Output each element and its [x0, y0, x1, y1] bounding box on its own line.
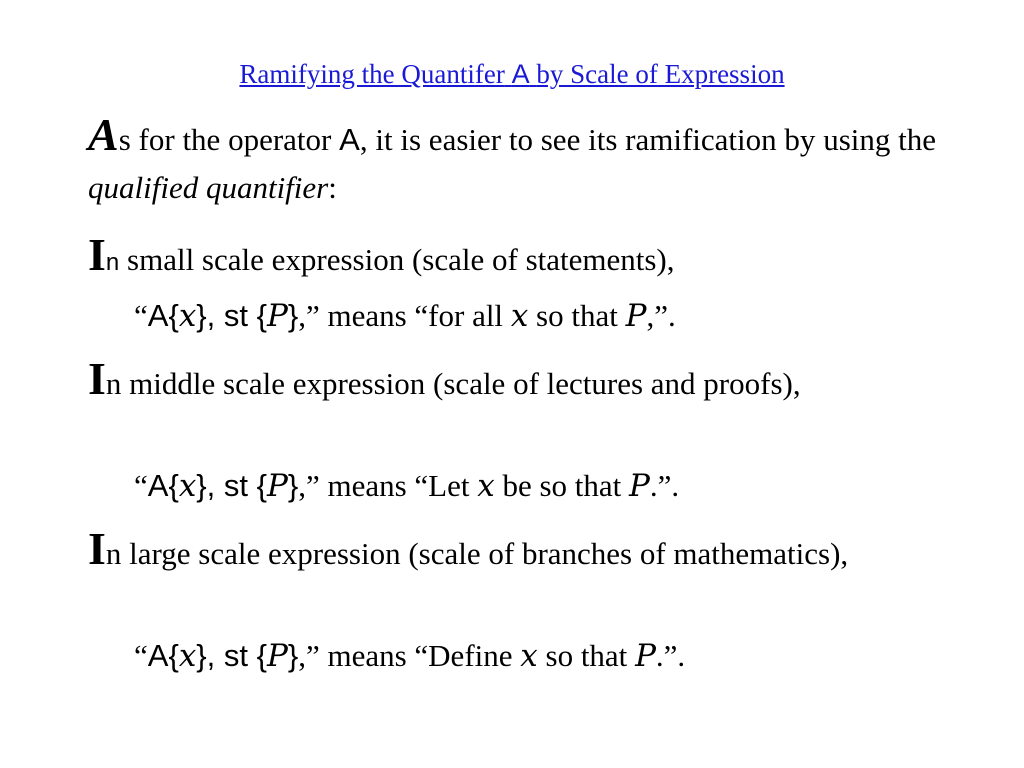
intro-text-2: , it is easier to see its ramification by using the: [359, 122, 937, 157]
item-2-text: middle scale expression (scale of lectures and proofs),: [121, 366, 801, 401]
item-3-paragraph: [88, 523, 936, 578]
intro-emphasis: qualified quantifier: [88, 170, 329, 205]
ex2-mid: be so that: [502, 468, 622, 503]
ex3-quantifier: A: [147, 638, 169, 673]
item-2-example: [134, 466, 994, 506]
item-2-paragraph: [88, 353, 936, 408]
item-3-text: large scale expression (scale of branches of mathematics),: [121, 536, 849, 571]
title-pre: Ramifying the Quantifer: [239, 59, 505, 89]
ex3-lbrace: {: [168, 638, 179, 673]
intro-end: :: [328, 170, 337, 205]
ex2-st: st: [223, 468, 249, 503]
ex1-var-p: P: [266, 298, 288, 334]
ex3-rbrace: },: [196, 638, 224, 673]
item-1-rest: n: [105, 249, 120, 276]
item-1-text: small scale expression (scale of statements),: [119, 242, 675, 277]
ex1-mid: so that: [536, 298, 618, 333]
ex2-close: ,” means “Let: [298, 468, 470, 503]
item-3-dropcap: I: [88, 523, 106, 574]
title-quantifier-symbol: A: [511, 59, 530, 89]
intro-operator: A: [339, 122, 360, 157]
title-link[interactable]: [239, 59, 784, 89]
ex2-var-x: x: [178, 468, 197, 504]
intro-dropcap: A: [88, 109, 119, 160]
ex3-mid-p: P: [635, 638, 656, 674]
ex3-var-p: P: [266, 638, 288, 674]
ex2-tail: .”.: [649, 468, 680, 503]
item-1-paragraph: [88, 229, 936, 287]
ex2-lbrace-2: {: [248, 468, 267, 503]
slide-title: [0, 58, 1024, 90]
item-3-rest: n: [105, 536, 122, 571]
ex2-quantifier: A: [147, 468, 169, 503]
item-2-dropcap: I: [88, 353, 106, 404]
ex1-lbrace: {: [168, 298, 179, 333]
ex1-open: “: [134, 298, 148, 333]
ex3-mid: so that: [545, 638, 628, 673]
item-1-dropcap: I: [88, 229, 106, 280]
ex2-mid-x: x: [477, 468, 495, 504]
ex3-tail: .”.: [655, 638, 686, 673]
ex3-rbrace-2: }: [287, 638, 299, 673]
ex1-rbrace: },: [196, 298, 224, 333]
item-3-example: [134, 636, 994, 676]
intro-text-1: s for the operator: [118, 122, 332, 157]
ex2-rbrace-2: }: [287, 468, 299, 503]
ex1-mid-p: P: [625, 298, 647, 334]
item-1-example: [134, 296, 994, 336]
ex1-tail: ,”.: [646, 298, 676, 333]
ex2-open: “: [134, 468, 148, 503]
ex1-quantifier: A: [147, 298, 169, 333]
ex1-st: st: [223, 298, 249, 333]
ex2-rbrace: },: [196, 468, 224, 503]
ex1-close: ,” means “for all: [298, 298, 504, 333]
ex2-var-p: P: [266, 468, 288, 504]
ex1-rbrace-2: }: [287, 298, 299, 333]
ex3-close: ,” means “Define: [298, 638, 513, 673]
ex2-lbrace: {: [168, 468, 179, 503]
title-post: by Scale of Expression: [536, 59, 785, 89]
ex3-lbrace-2: {: [248, 638, 267, 673]
intro-paragraph: [88, 109, 937, 212]
ex3-mid-x: x: [520, 638, 538, 674]
ex1-mid-x: x: [510, 298, 529, 334]
ex3-open: “: [134, 638, 148, 673]
ex3-st: st: [223, 638, 249, 673]
ex1-var-x: x: [178, 298, 197, 334]
item-2-rest: n: [105, 366, 122, 401]
ex1-lbrace-2: {: [248, 298, 267, 333]
ex3-var-x: x: [178, 638, 197, 674]
ex2-mid-p: P: [629, 468, 650, 504]
